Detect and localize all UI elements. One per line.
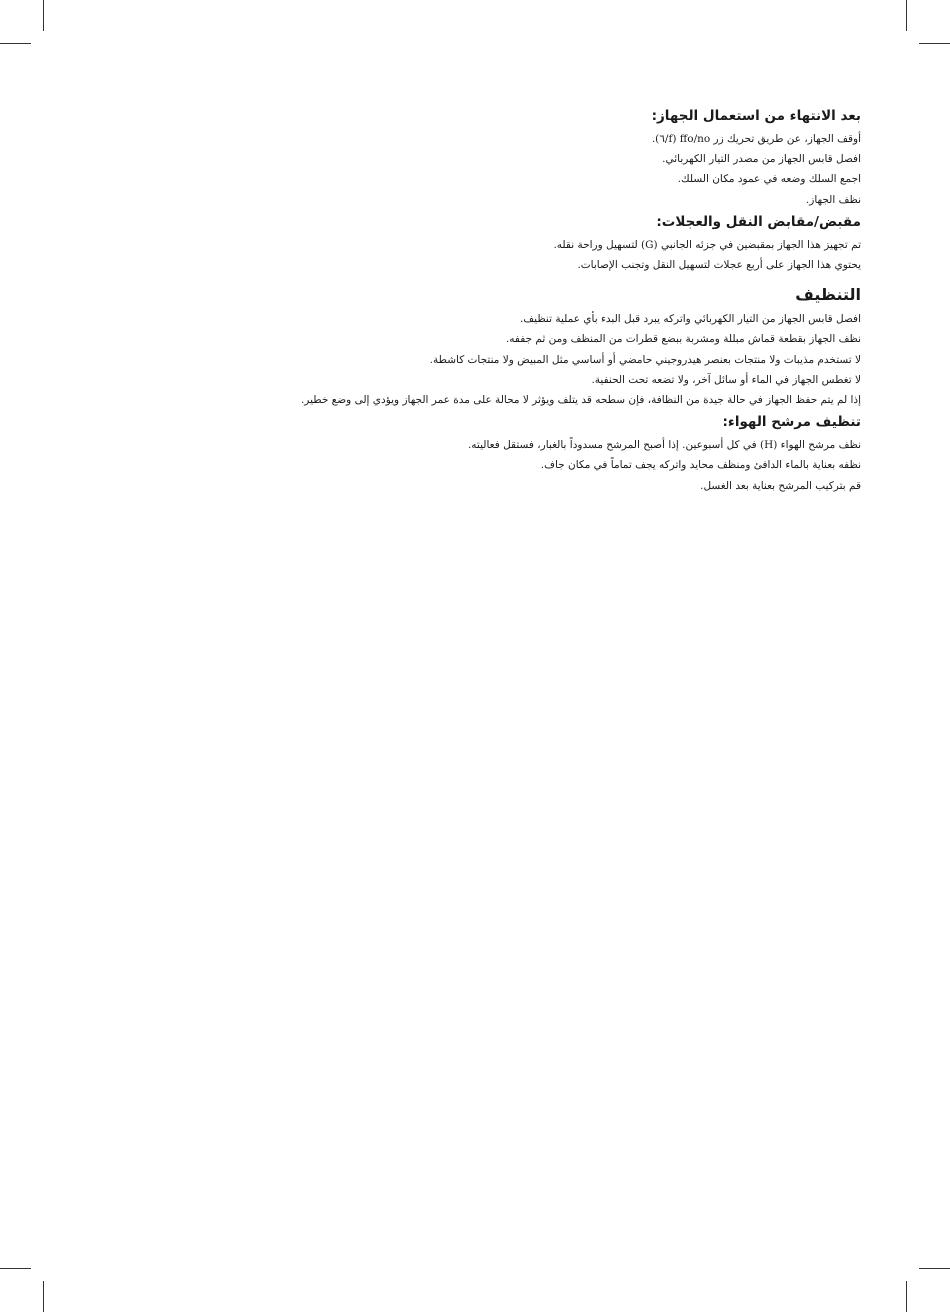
paragraph-line: قم بتركيب المرشح بعناية بعد الغسل. [700,479,861,492]
crop-mark-top-right-horizontal [919,43,950,44]
paragraph-line: لا تغطس الجهاز في الماء أو سائل آخر، ولا تضعه تحت الحنفية. [591,373,861,386]
paragraph-line: تم تجهيز هذا الجهاز بمقبضين في جزئه الجانبي (G) لتسهيل وراحة نقله. [553,238,861,251]
section-heading-main: التنظيف [795,285,861,305]
paragraph-line: أوقف الجهاز، عن طريق تحريك زر ffo/no (f/٦). [651,133,861,145]
paragraph-line: لا تستخدم مذيبات ولا منتجات بعنصر هيدروجيني حامضي أو أساسي مثل المبيض ولا منتجات كاشطة. [429,353,861,366]
section-heading: تنظيف مرشح الهواء: [722,414,861,431]
crop-mark-bottom-right-vertical [906,1281,907,1312]
paragraph-line: نظف الجهاز. [805,193,861,206]
crop-mark-bottom-right-horizontal [919,1268,950,1269]
section-handles-wheels [261,210,861,275]
paragraph-line: اجمع السلك وضعه في عمود مكان السلك. [677,173,861,186]
crop-mark-top-right-vertical [906,0,907,31]
section-after-use [261,104,861,210]
crop-mark-bottom-left-horizontal [0,1268,31,1269]
paragraph-line: يحتوي هذا الجهاز على أربع عجلات لتسهيل النقل وتجنب الإصابات. [577,259,861,272]
section-air-filter [261,410,861,496]
paragraph-line: نظفه بعناية بالماء الدافئ ومنظف محايد واتركه يجف تماماً في مكان جاف. [540,459,861,472]
section-heading: بعد الانتهاء من استعمال الجهاز: [651,108,861,124]
section-heading: مقبض/مقابض النقل والعجلات: [656,213,861,230]
crop-mark-top-left-horizontal [0,43,31,44]
paragraph-line: افصل قابس الجهاز من مصدر التيار الكهربائي. [662,153,861,166]
crop-mark-top-left-vertical [43,0,44,31]
paragraph-line: افصل قابس الجهاز من التيار الكهربائي واتركه يبرد قبل البدء بأي عملية تنظيف. [519,313,861,326]
crop-mark-bottom-left-vertical [43,1281,44,1312]
paragraph-line: نظف مرشح الهواء (H) في كل أسبوعين. إذا أصبح المرشح مسدوداً بالغبار، فستقل فعاليته. [467,439,861,452]
section-cleaning [261,281,861,410]
paragraph-line: إذا لم يتم حفظ الجهاز في حالة جيدة من النظافة، فإن سطحه قد يتلف ويؤثر لا محالة على مدة عمر الجهاز ويؤدي إلى وضع خطير. [300,394,861,407]
paragraph-line: نظف الجهاز بقطعة قماش مبللة ومشربة ببضع قطرات من المنظف ومن ثم جففه. [505,333,861,346]
document-body [261,104,861,496]
